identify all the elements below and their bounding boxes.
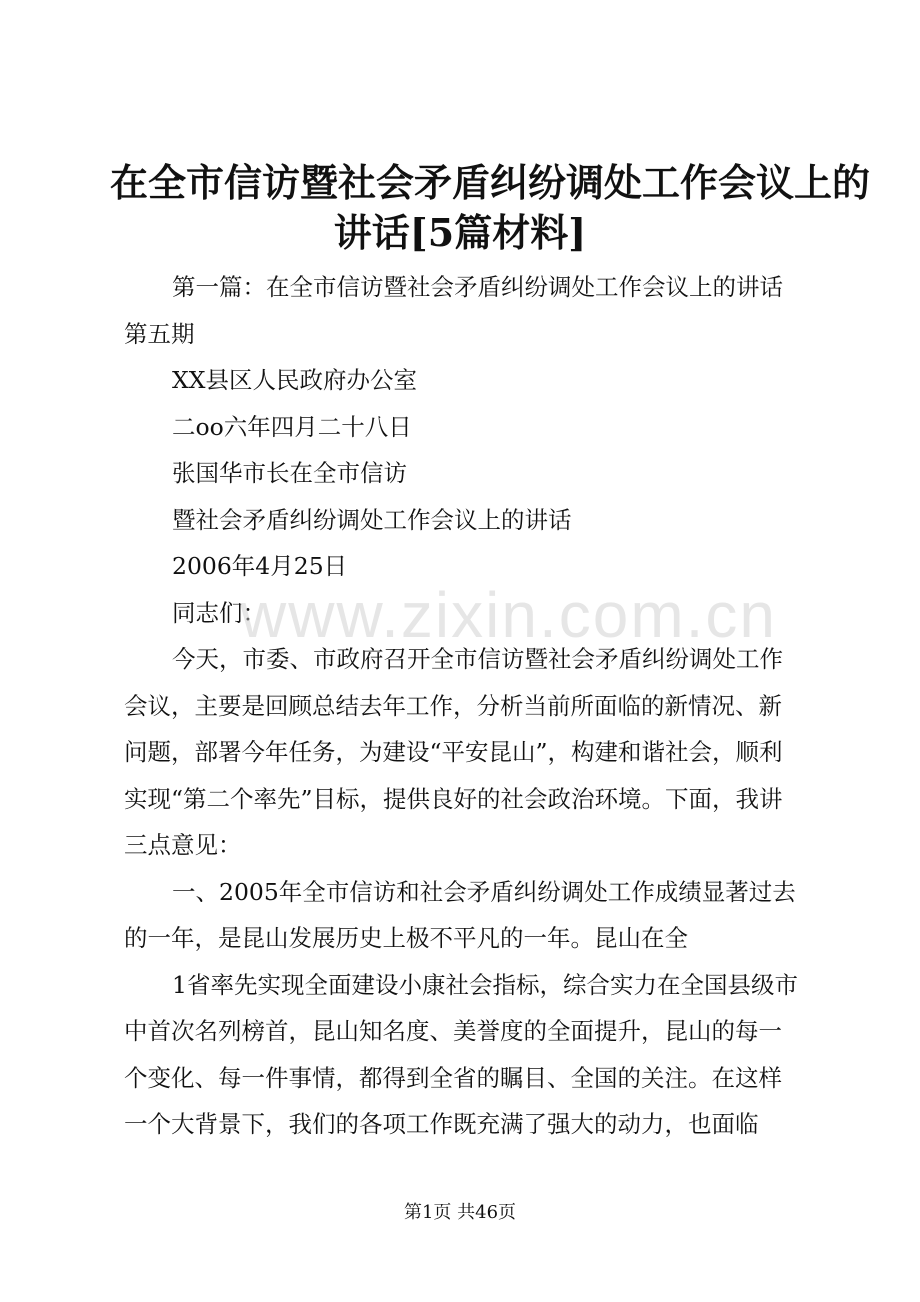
watermark: www.zixin.com.cn — [240, 579, 777, 651]
title-line-2: 讲话[5篇材料] — [333, 210, 587, 255]
document-body — [124, 264, 804, 1148]
paragraph: 二oo六年四月二十八日 — [172, 412, 412, 441]
paragraph: 今天，市委、市政府召开全市信访暨社会矛盾纠纷调处工作会议，主要是回顾总结去年工作，分析当前所面临的新情况、新问题，部署今年任务，为建设“平安昆山”，构建和谐社会，顺利实现“第二个率先”目标，提供良好的社会政治环境。下面，我讲三点意见： — [124, 645, 783, 859]
title-line-1: 在全市信访暨社会矛盾纠纷调处工作会议上的 — [110, 160, 871, 205]
paragraph: 第一篇：在全市信访暨社会矛盾纠纷调处工作会议上的讲话第五期 — [124, 273, 783, 348]
paragraph: 张国华市长在全市信访 — [172, 459, 407, 487]
paragraph: XX县区人民政府办公室 — [172, 366, 417, 394]
paragraph: 同志们： — [172, 598, 266, 627]
paragraph: 1省率先实现全面建设小康社会指标，综合实力在全国县级市中首次名列榜首，昆山知名度、美誉度的全面提升，昆山的每一个变化、每一件事情，都得到全省的瞩目、全国的关注。在这样一个大背景下，我们的各项工作既充满了强大的动力，也面临 — [124, 970, 798, 1138]
paragraph: 暨社会矛盾纠纷调处工作会议上的讲话 — [172, 505, 572, 534]
page-footer: 第1页 共46页 — [403, 1202, 517, 1223]
document-title — [110, 158, 871, 258]
paragraph: 一、2005年全市信访和社会矛盾纠纷调处工作成绩显著过去的一年，是昆山发展历史上极不平凡的一年。昆山在全 — [124, 877, 796, 952]
paragraph: 2006年4月25日 — [172, 552, 348, 580]
